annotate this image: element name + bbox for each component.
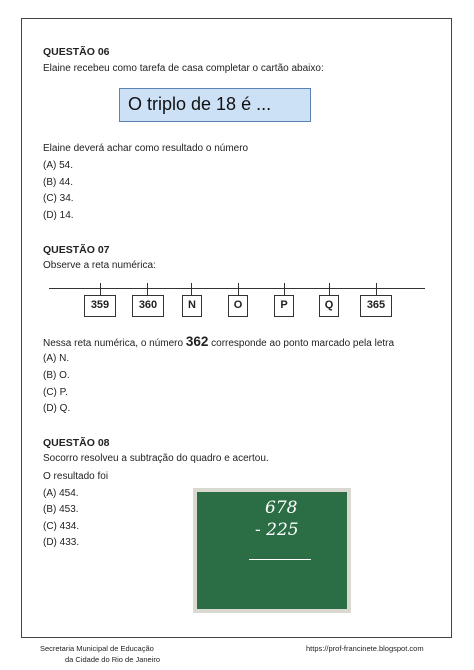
tick-n bbox=[191, 283, 192, 295]
q07-option-a[interactable]: (A) N. bbox=[43, 353, 70, 364]
footer-url[interactable]: https://prof-francinete.blogspot.com bbox=[306, 644, 424, 653]
board-subtrahend: - 225 bbox=[255, 520, 299, 540]
q08-option-b[interactable]: (B) 453. bbox=[43, 504, 79, 515]
tick-p bbox=[284, 283, 285, 295]
tick-360 bbox=[147, 283, 148, 295]
question-07-text-post: corresponde ao ponto marcado pela letra bbox=[208, 338, 395, 349]
point-box-o: O bbox=[228, 295, 248, 317]
q07-option-d[interactable]: (D) Q. bbox=[43, 403, 71, 414]
footer-institution-line1: Secretaria Municipal de Educação bbox=[40, 644, 154, 653]
question-08-title: QUESTÃO 08 bbox=[43, 437, 110, 449]
tick-q bbox=[329, 283, 330, 295]
task-card: O triplo de 18 é ... bbox=[119, 88, 311, 122]
number-line-axis bbox=[49, 288, 425, 289]
question-08-prompt: Socorro resolveu a subtração do quadro e acertou. bbox=[43, 453, 269, 464]
q06-option-c[interactable]: (C) 34. bbox=[43, 193, 74, 204]
q08-option-c[interactable]: (C) 434. bbox=[43, 521, 80, 532]
q07-option-c[interactable]: (C) P. bbox=[43, 387, 68, 398]
tick-365 bbox=[376, 283, 377, 295]
point-box-p: P bbox=[274, 295, 294, 317]
q06-option-d[interactable]: (D) 14. bbox=[43, 210, 74, 221]
question-08-text: O resultado foi bbox=[43, 471, 109, 482]
q07-option-b[interactable]: (B) O. bbox=[43, 370, 70, 381]
chalkboard bbox=[193, 488, 351, 613]
question-06-text: Elaine deverá achar como resultado o número bbox=[43, 143, 249, 154]
highlight-number: 362 bbox=[185, 334, 209, 349]
q06-option-b[interactable]: (B) 44. bbox=[43, 177, 74, 188]
tick-359 bbox=[100, 283, 101, 295]
board-minuend: 678 bbox=[265, 498, 298, 518]
number-box-365: 365 bbox=[360, 295, 392, 317]
question-07-text-pre: Nessa reta numérica, o número bbox=[43, 338, 186, 349]
board-result-line bbox=[249, 559, 311, 560]
q08-option-d[interactable]: (D) 433. bbox=[43, 537, 80, 548]
question-06-prompt: Elaine recebeu como tarefa de casa completar o cartão abaixo: bbox=[43, 63, 324, 74]
number-box-359: 359 bbox=[84, 295, 116, 317]
question-06-title: QUESTÃO 06 bbox=[43, 46, 110, 58]
footer-institution-line2: da Cidade do Rio de Janeiro bbox=[65, 655, 161, 664]
number-box-360: 360 bbox=[132, 295, 164, 317]
question-07-prompt: Observe a reta numérica: bbox=[43, 260, 156, 271]
question-07-text bbox=[43, 334, 394, 349]
point-box-n: N bbox=[182, 295, 202, 317]
q06-option-a[interactable]: (A) 54. bbox=[43, 160, 74, 171]
q08-option-a[interactable]: (A) 454. bbox=[43, 488, 79, 499]
tick-o bbox=[238, 283, 239, 295]
question-07-title: QUESTÃO 07 bbox=[43, 244, 110, 256]
point-box-q: Q bbox=[319, 295, 339, 317]
